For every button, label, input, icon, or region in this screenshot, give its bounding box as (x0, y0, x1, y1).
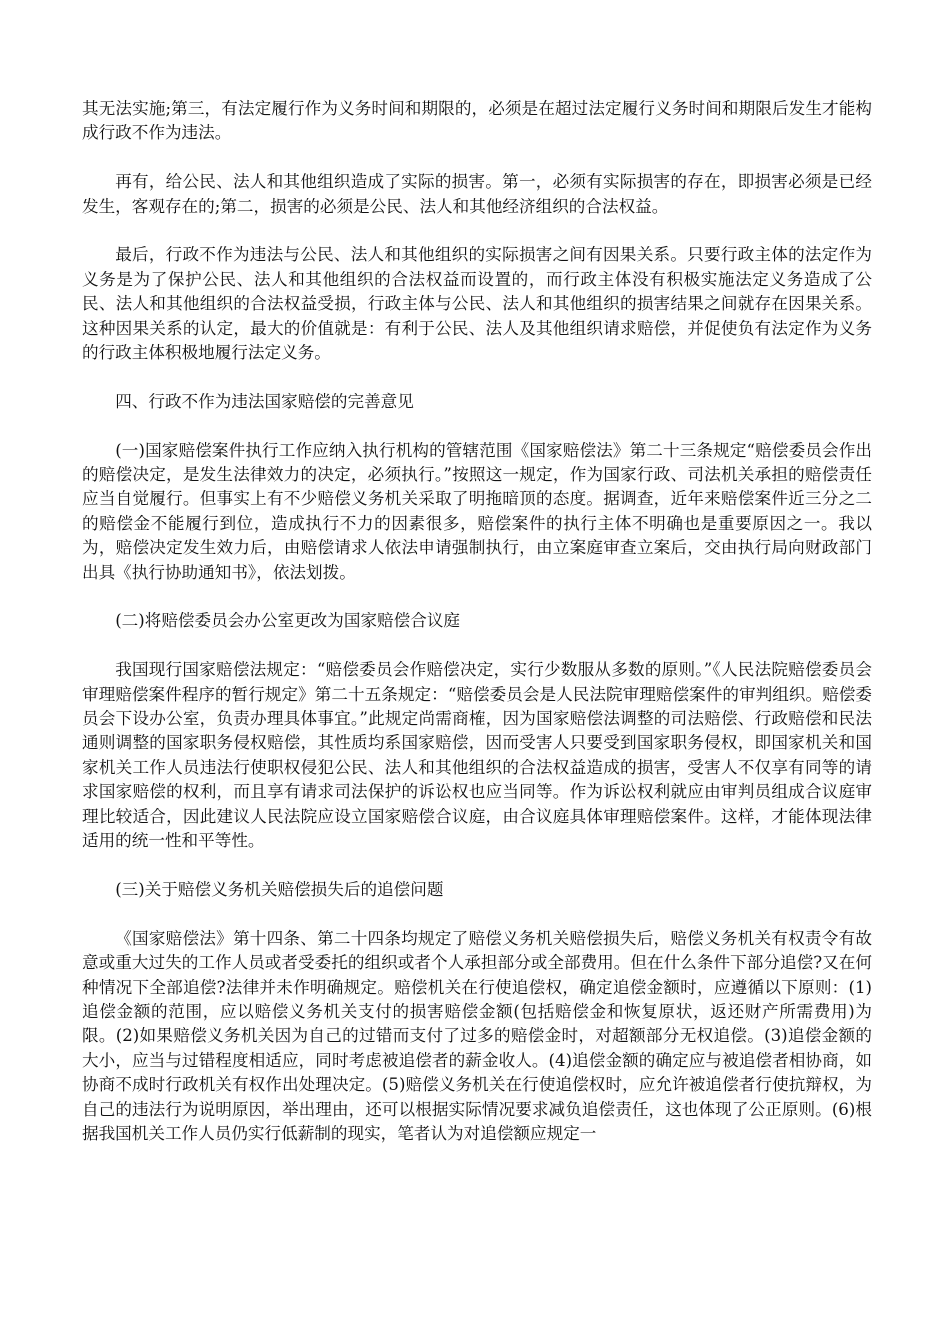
paragraph-collegiate-panel: 我国现行国家赔偿法规定：“赔偿委员会作赔偿决定，实行少数服从多数的原则。”《人民法院赔偿委员会审理赔偿案件程序的暂行规定》第二十五条规定：“赔偿委员会是人民法院审理赔偿案件的审判组织。赔偿委员会下设办公室，负责办理具体事宜。”此规定尚需商榷，因为国家赔偿法调整的司法赔偿、行政赔偿和民法通则调整的国家职务侵权赔偿，其性质均系国家赔偿，因而受害人只要受到国家职务侵权，即国家机关和国家机关工作人员违法行使职权侵犯公民、法人和其他组织的合法权益造成的损害，受害人不仅享有同等的请求国家赔偿的权利，而且享有请求司法保护的诉讼权也应当同等。作为诉讼权利就应由审判员组成合议庭审理比较适合，因此建议人民法院应设立国家赔偿合议庭，由合议庭具体审理赔偿案件。这样，才能体现法律适用的统一性和平等性。 (82, 660, 872, 851)
paragraph-execution: (一)国家赔偿案件执行工作应纳入执行机构的管辖范围《国家赔偿法》第二十三条规定“赔偿委员会作出的赔偿决定，是发生法律效力的决定，必须执行。”按照这一规定，作为国家行政、司法机关承担的赔偿责任应当自觉履行。但事实上有不少赔偿义务机关采取了明拖暗顶的态度。据调查，近年来赔偿案件近三分之二的赔偿金不能履行到位，造成执行不力的因素很多，赔偿案件的执行主体不明确也是重要原因之一。我以为，赔偿决定发生效力后，由赔偿请求人依法申请强制执行，由立案庭审查立案后，交由执行局向财政部门出具《执行协助通知书》，依法划拨。 (82, 440, 872, 582)
subheading-3: (三)关于赔偿义务机关赔偿损失后的追偿问题 (115, 879, 444, 899)
paragraph-continuation: 其无法实施;第三，有法定履行作为义务时间和期限的，必须是在超过法定履行义务时间和期限后发生才能构成行政不作为违法。 (82, 99, 872, 143)
paragraph-recovery: 《国家赔偿法》第十四条、第二十四条均规定了赔偿义务机关赔偿损失后，赔偿义务机关有权责令有故意或重大过失的工作人员或者受委托的组织或者个人承担部分或全部费用。但在什么条件下部分追偿?又在何种情况下全部追偿?法律并未作明确规定。赔偿机关在行使追偿权，确定追偿金额时，应遵循以下原则：(1)追偿金额的范围，应以赔偿义务机关支付的损害赔偿金额(包括赔偿金和恢复原状，返还财产所需费用)为限。(2)如果赔偿义务机关因为自己的过错而支付了过多的赔偿金时，对超额部分无权追偿。(3)追偿金额的大小，应当与过错程度相适应，同时考虑被追偿者的薪金收人。(4)追偿金额的确定应与被追偿者相协商，如协商不成时行政机关有权作出处理决定。(5)赔偿义务机关在行使追偿权时，应允许被追偿者行使抗辩权，为自己的违法行为说明原因，举出理由，还可以根据实际情况要求减负追偿责任，这也体现了公正原则。(6)根据我国机关工作人员仍实行低薪制的现实，笔者认为对追偿额应规定一 (82, 928, 872, 1143)
paragraph-causation: 最后，行政不作为违法与公民、法人和其他组织的实际损害之间有因果关系。只要行政主体的法定作为义务是为了保护公民、法人和其他组织的合法权益而设置的，而行政主体没有积极实施法定义务造成了公民、法人和其他组织的合法权益受损，行政主体与公民、法人和其他组织的损害结果之间就存在因果关系。这种因果关系的认定，最大的价值就是：有利于公民、法人及其他组织请求赔偿，并促使负有法定作为义务的行政主体积极地履行法定义务。 (82, 245, 872, 363)
subheading-2: (二)将赔偿委员会办公室更改为国家赔偿合议庭 (115, 611, 461, 631)
section-heading-4: 四、行政不作为违法国家赔偿的完善意见 (115, 391, 414, 411)
paragraph-actual-damage: 再有，给公民、法人和其他组织造成了实际的损害。第一，必须有实际损害的存在，即损害必须是已经发生，客观存在的;第二，损害的必须是公民、法人和其他经济组织的合法权益。 (82, 172, 872, 216)
document-body (82, 97, 872, 1171)
